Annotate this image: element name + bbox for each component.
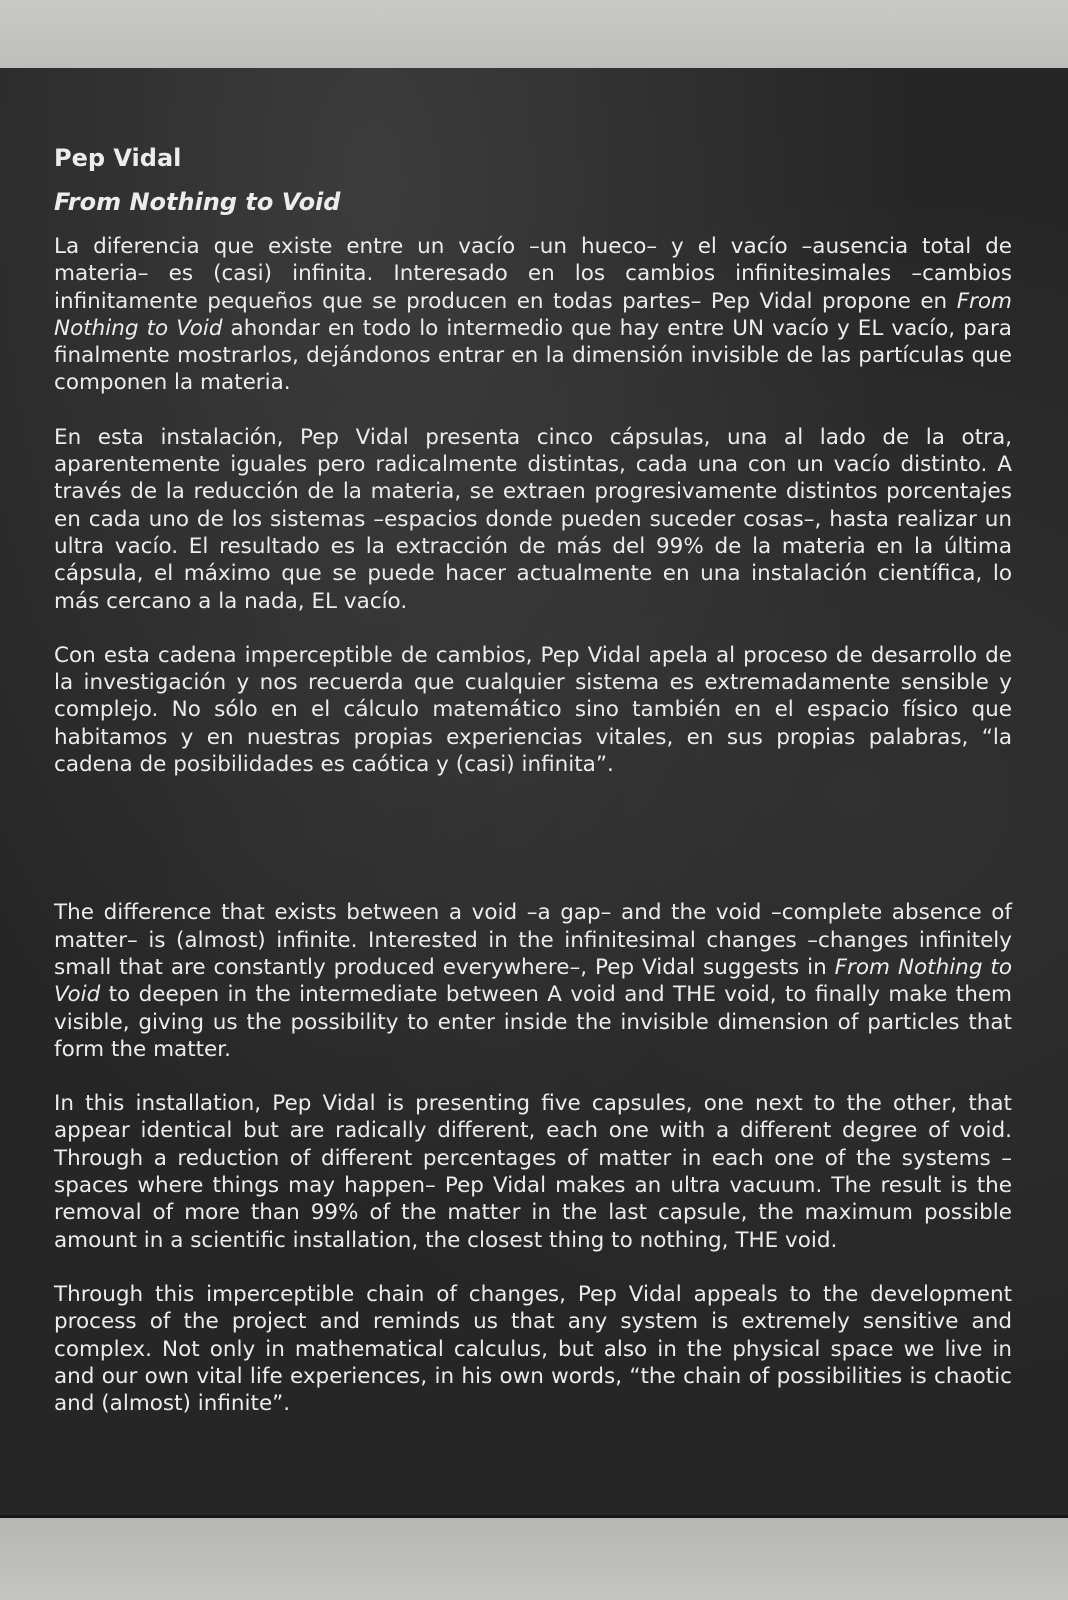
- english-p1-text-start: The difference that exists between a void –a gap– and the void –complete absence of matter– is (almost) infinite. Interested in the infinitesimal changes –changes infinitely small that are constantly produced everywhere–, Pep Vidal suggests in: [54, 900, 1012, 980]
- spanish-p1-text-end: ahondar en todo lo intermedio que hay entre UN vacío y EL vacío, para finalmente mostrarlos, dejándonos entrar en la dimensión invisible de las partículas que componen la materia.: [54, 315, 1012, 396]
- wall-text-panel: [0, 68, 1068, 1518]
- spanish-p1-text-start: La diferencia que existe entre un vacío –un hueco– y el vacío –ausencia total de materia– es (casi) infinita. Interesado en los cambios infinitesimales –cambios infinitamente pequeños que se producen en todas partes– Pep Vidal propone en: [54, 234, 1012, 314]
- spanish-p1-work-title: From Nothing to Void: [54, 288, 1012, 341]
- spanish-paragraph-3: Con esta cadena imperceptible de cambios, Pep Vidal apela al proceso de desarrollo de la investigación y nos recuerda que cualquier sistema es extremadamente sensible y complejo. No sólo en el cálculo matemático sino también en el espacio físico que habitamos y en nuestras propias experiencias vitales, en sus propias palabras, “la cadena de posibilidades es caótica y (casi) infinita”.: [54, 642, 1012, 778]
- spanish-paragraph-2: En esta instalación, Pep Vidal presenta cinco cápsulas, una al lado de la otra, aparentemente iguales pero radicalmente distintas, cada una con un vacío distinto. A través de la reducción de la materia, se extraen progresivamente distintos porcentajes en cada uno de los sistemas –espacios donde pueden suceder cosas–, hasta realizar un ultra vacío. El resultado es la extracción de más del 99% de la materia en la última cápsula, el máximo que se puede hacer actualmente en una instalación científica, lo más cercano a la nada, EL vacío.: [54, 424, 1012, 614]
- wall-text-content: [54, 143, 1012, 1444]
- english-paragraph-1: [54, 899, 1012, 1063]
- artist-name: Pep Vidal: [54, 144, 182, 172]
- work-title: From Nothing to Void: [54, 188, 341, 216]
- english-p1-work-title: From Nothing to Void: [54, 954, 1012, 1008]
- spanish-paragraph-1: [54, 233, 1012, 397]
- wall-top: [0, 0, 1068, 68]
- wall-bottom: [0, 1518, 1068, 1600]
- language-divider-space: [54, 805, 1012, 899]
- english-p1-text-end: to deepen in the intermediate between A void and THE void, to finally make them visible, giving us the possibility to enter inside the invisible dimension of particles that form the matter.: [54, 982, 1012, 1062]
- english-paragraph-3: Through this imperceptible chain of changes, Pep Vidal appeals to the development process of the project and reminds us that any system is extremely sensitive and complex. Not only in mathematical calculus, but also in the physical space we live in and our own vital life experiences, in his own words, “the chain of possibilities is chaotic and (almost) infinite”.: [54, 1281, 1012, 1417]
- english-paragraph-2: In this installation, Pep Vidal is presenting five capsules, one next to the other, that appear identical but are radically different, each one with a different degree of void. Through a reduction of different percentages of matter in each one of the systems –spaces where things may happen– Pep Vidal makes an ultra vacuum. The result is the removal of more than 99% of the matter in the last capsule, the maximum possible amount in a scientific installation, the closest thing to nothing, THE void.: [54, 1091, 1012, 1253]
